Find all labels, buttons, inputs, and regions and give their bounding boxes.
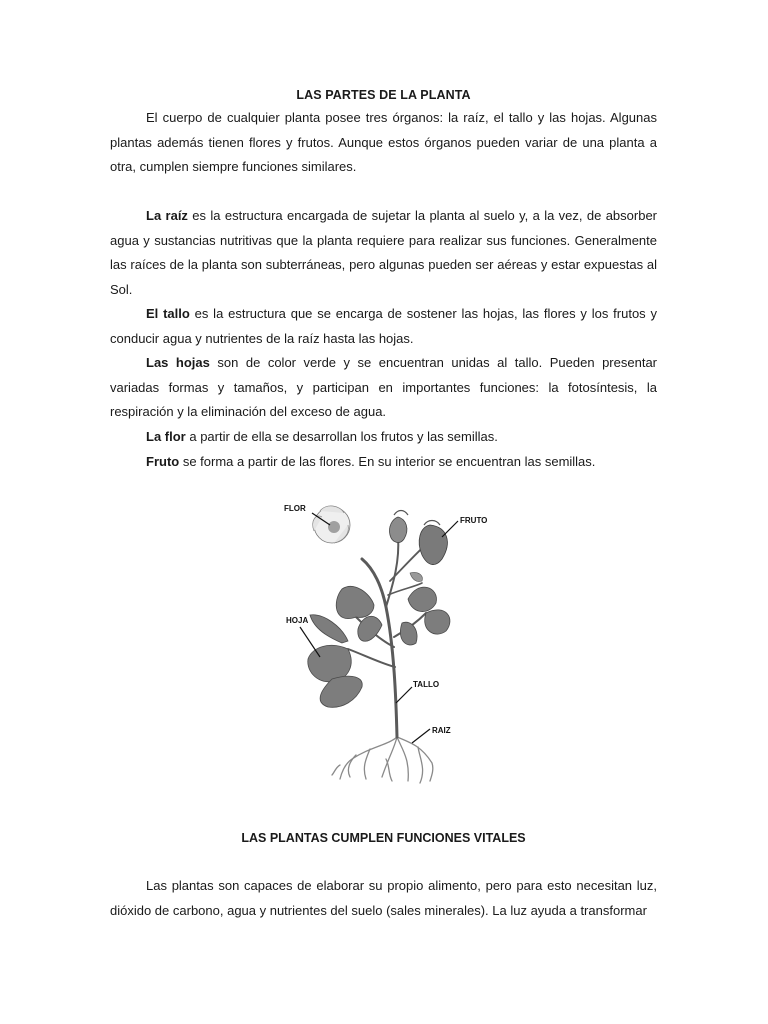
part-text: es la estructura que se encarga de sostener las hojas, las flores y los frutos y conducir agua y nutrientes de la raíz hasta las hojas. [110, 306, 657, 346]
part-text: son de color verde y se encuentran unidas al tallo. Pueden presentar variadas formas y tamaños, y participan en importantes funciones: la fotosíntesis, la respiración y la eliminación del exceso de agua. [110, 355, 658, 419]
part-term: La raíz [146, 208, 188, 223]
plant-diagram [270, 497, 500, 787]
part-term: Fruto [146, 454, 180, 469]
intro-text: El cuerpo de cualquier planta posee tres órganos: la raíz, el tallo y las hojas. Algunas plantas además tienen flores y frutos. Aunque estos órganos pueden variar de una planta a otra, cumplen siempre funciones similares. [110, 110, 657, 174]
closing-text: Las plantas son capaces de elaborar su propio alimento, pero para esto necesitan luz, dióxido de carbono, agua y nutrientes del suelo (sales minerales). La luz ayuda a transformar [110, 878, 657, 918]
figure-label-fruto: FRUTO [460, 516, 488, 525]
closing-paragraph [110, 874, 657, 923]
part-paragraph-raiz [110, 204, 657, 302]
figure-label-raiz: RAIZ [432, 726, 451, 735]
part-paragraph-tallo [110, 302, 657, 351]
part-term: Las hojas [146, 355, 210, 370]
part-term: La flor [146, 429, 186, 444]
leaves-drawing [308, 586, 450, 707]
part-text: es la estructura encargada de sujetar la planta al suelo y, a la vez, de absorber agua y sustancias nutritivas que la planta requiere para realizar sus funciones. Generalmente las raíces de la planta son subterráneas, pero algunas pueden ser aéreas y estar expuestas al Sol. [110, 208, 658, 297]
part-paragraph-hojas [110, 351, 657, 425]
part-term: El tallo [146, 306, 190, 321]
part-paragraph-flor [110, 425, 657, 450]
part-text: a partir de ella se desarrollan los frutos y las semillas. [185, 429, 498, 444]
intro-paragraph [110, 106, 657, 180]
figure-label-tallo: TALLO [413, 680, 440, 689]
part-text: se forma a partir de las flores. En su interior se encuentran las semillas. [179, 454, 596, 469]
roots-drawing [332, 737, 433, 783]
flower-drawing [313, 506, 350, 543]
figure-label-hoja: HOJA [286, 616, 309, 625]
section-heading: LAS PLANTAS CUMPLEN FUNCIONES VITALES [241, 831, 526, 845]
part-paragraph-fruto [110, 450, 657, 475]
figure-label-flor: FLOR [284, 504, 306, 513]
page-title: LAS PARTES DE LA PLANTA [296, 88, 471, 102]
